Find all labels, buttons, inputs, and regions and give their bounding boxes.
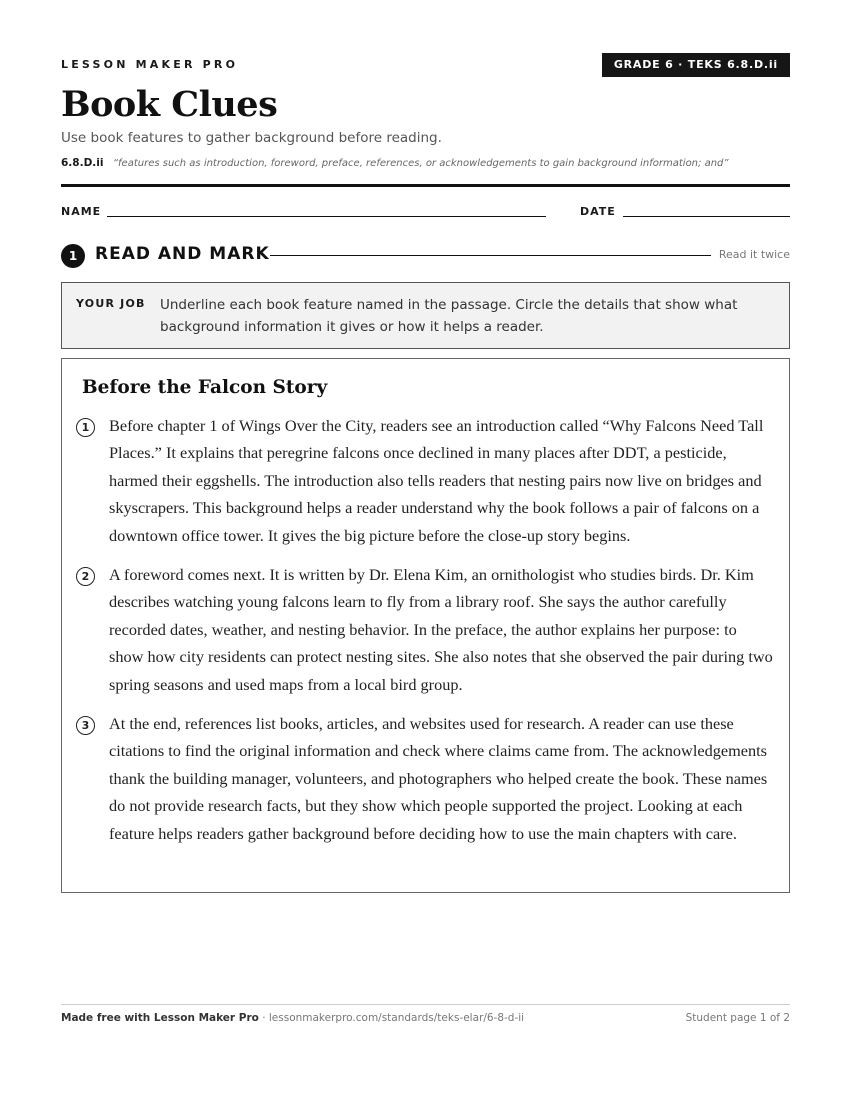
- paragraph-text-2: A foreword comes next. It is written by Dr. Elena Kim, an ornithologist who studies birds. Dr. Kim describes watching young falcons learn to fly from a library roof. She says the author carefully recorded dates, weather, and nesting behavior. In the preface, the author explains her purpose: to show how city residents can protect nesting sites. She also notes that she observed the pair during two spring seasons and used maps from a local bird group.: [109, 565, 773, 694]
- name-label: NAME: [61, 205, 102, 218]
- paragraph-number-1: 1: [76, 418, 95, 437]
- section-rule: [270, 255, 711, 256]
- section-header: [61, 243, 790, 267]
- paragraph-text-1: Before chapter 1 of Wings Over the City, readers see an introduction called “Why Falcons Need Tall Places.” It explains that peregrine falcons once declined in many places after DDT, a pesticide, harmed their eggshells. The introduction also tells readers that nesting pairs now live on bridges and skyscrapers. This background helps a reader understand why the book follows a pair of falcons on a downtown office tower. It gives the big picture before the close-up story begins.: [109, 416, 764, 545]
- standard-code: 6.8.D.ii: [61, 157, 104, 169]
- paragraph-number-3: 3: [76, 716, 95, 735]
- paragraph-text-3: At the end, references list books, articles, and websites used for research. A reader can use these citations to find the original information and check where claims came from. The acknowledgements thank the building manager, volunteers, and photographers who helped create the book. These names do not provide research facts, but they show which people supported the project. Looking at each feature helps readers gather background before deciding how to use the main chapters with care.: [109, 714, 768, 843]
- job-label: YOUR JOB: [76, 297, 146, 310]
- grade-badge: GRADE 6 · TEKS 6.8.D.ii: [602, 53, 790, 77]
- passage-title: Before the Falcon Story: [82, 377, 328, 398]
- footer-brand: Made free with Lesson Maker Pro: [61, 1012, 259, 1024]
- paragraph-number-2: 2: [76, 567, 95, 586]
- date-label: DATE: [580, 205, 616, 218]
- date-field[interactable]: [623, 216, 790, 217]
- standard-line: [61, 157, 729, 169]
- header-divider: [61, 184, 790, 187]
- page-indicator: Student page 1 of 2: [685, 1012, 790, 1024]
- job-instructions-box: [61, 282, 790, 349]
- page-title: Book Clues: [61, 84, 278, 125]
- standard-text: “features such as introduction, foreword, preface, references, or acknowledgements to gain background information; and”: [112, 158, 729, 169]
- step-number-badge: 1: [61, 244, 85, 268]
- footer-credit: [61, 1012, 524, 1024]
- section-title: READ AND MARK: [95, 244, 270, 264]
- job-text: Underline each book feature named in the passage. Circle the details that show what background information it gives or how it helps a reader.: [160, 297, 738, 335]
- page-subtitle: Use book features to gather background before reading.: [61, 130, 442, 146]
- footer-divider: [61, 1004, 790, 1005]
- name-field[interactable]: [107, 216, 546, 217]
- brand-name: LESSON MAKER PRO: [61, 58, 239, 71]
- footer-link[interactable]: · lessonmakerpro.com/standards/teks-elar/6-8-d-ii: [258, 1012, 525, 1024]
- passage-box: [61, 358, 790, 893]
- section-note: Read it twice: [718, 248, 790, 261]
